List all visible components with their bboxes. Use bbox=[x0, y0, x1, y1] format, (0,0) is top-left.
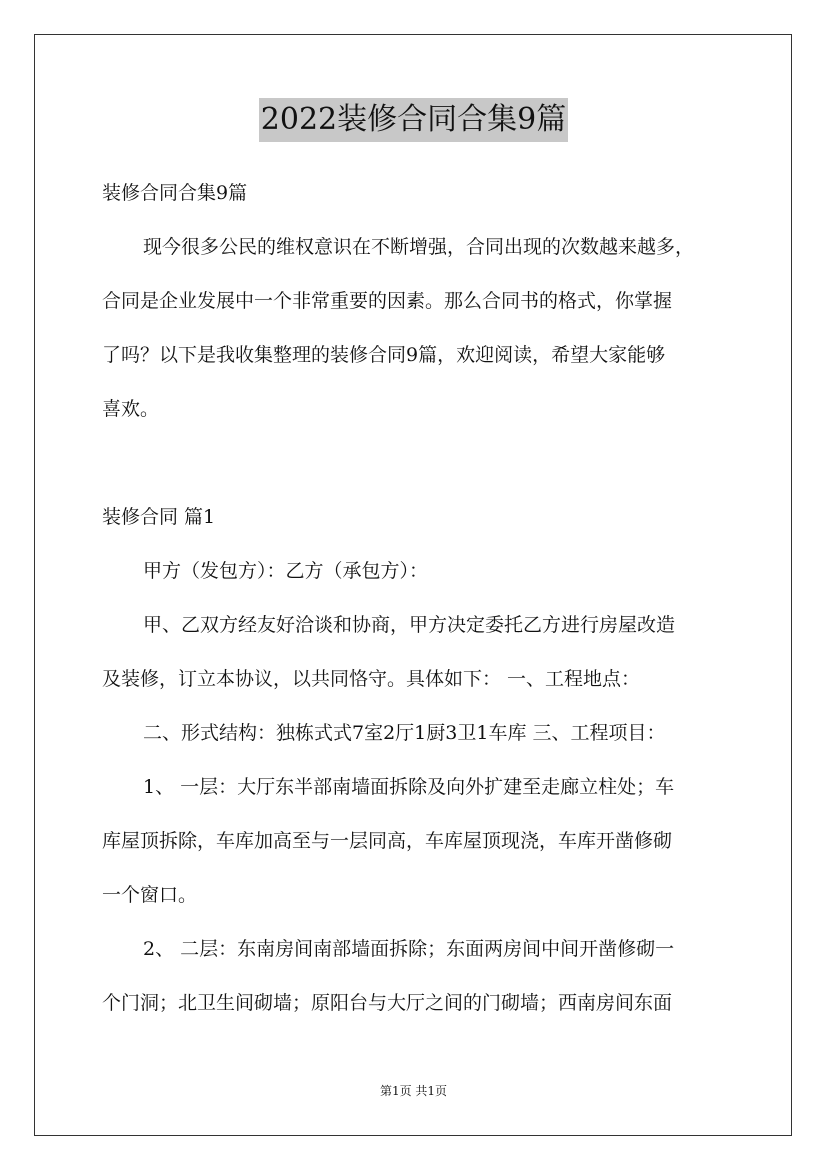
intro-line-3: 了吗？以下是我收集整理的装修合同9篇，欢迎阅读，希望大家能够 bbox=[102, 344, 666, 366]
body-line-3: 及装修，订立本协议，以共同恪守。具体如下： 一、工程地点： bbox=[102, 668, 641, 690]
body-line-1: 甲方（发包方）：乙方（承包方）： bbox=[143, 560, 429, 582]
body-line-2: 甲、乙双方经友好洽谈和协商，甲方决定委托乙方进行房屋改造 bbox=[143, 614, 676, 636]
intro-line-2: 合同是企业发展中一个非常重要的因素。那么合同书的格式，你掌握 bbox=[102, 290, 673, 312]
title-container bbox=[0, 98, 827, 142]
page-number-footer: 第1页 共1页 bbox=[379, 1084, 448, 1098]
body-line-6: 库屋顶拆除，车库加高至与一层同高，车库屋顶现浇，车库开凿修砌 bbox=[102, 830, 673, 852]
intro-line-1: 现今很多公民的维权意识在不断增强，合同出现的次数越来越多， bbox=[143, 236, 695, 258]
intro-line-4: 喜欢。 bbox=[102, 398, 160, 420]
body-line-9: 个门洞；北卫生间砌墙；原阳台与大厅之间的门砌墙；西南房间东面 bbox=[102, 992, 673, 1014]
body-line-7: 一个窗口。 bbox=[102, 884, 198, 906]
body-line-5: 1、 一层：大厅东半部南墙面拆除及向外扩建至走廊立柱处；车 bbox=[143, 776, 675, 798]
body-line-8: 2、 二层：东南房间南部墙面拆除；东面两房间中间开凿修砌一 bbox=[143, 938, 675, 960]
document-title: 2022装修合同合集9篇 bbox=[259, 98, 568, 142]
section-heading: 装修合同 篇1 bbox=[102, 506, 216, 528]
document-subtitle: 装修合同合集9篇 bbox=[102, 182, 248, 204]
body-line-4: 二、形式结构：独栋式式7室2厅1厨3卫1车库 三、工程项目： bbox=[143, 722, 666, 744]
